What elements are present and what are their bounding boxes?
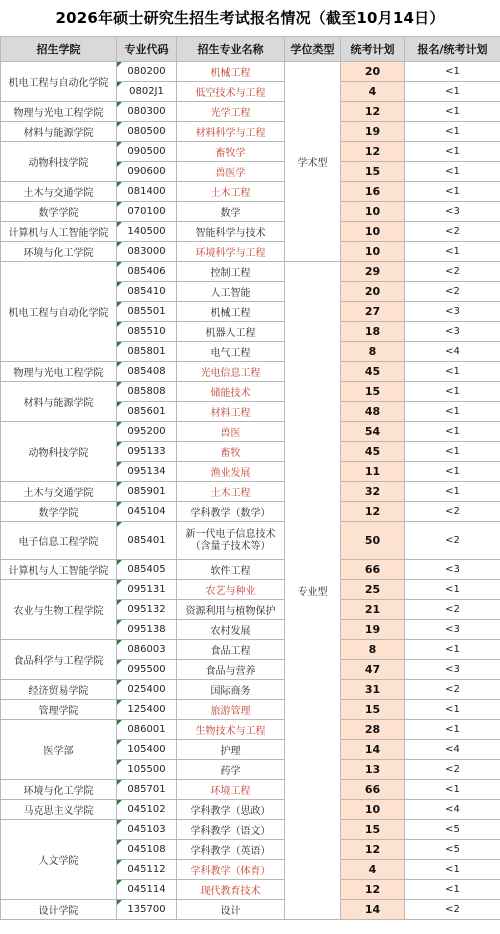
table-row — [1, 122, 500, 142]
college-cell: 物理与光电工程学院 — [1, 102, 117, 122]
ratio-cell: <1 — [405, 122, 500, 142]
plan-cell: 32 — [341, 482, 405, 502]
plan-cell: 20 — [341, 62, 405, 82]
code-cell: 090500 — [117, 142, 177, 162]
major-cell: 畜牧学 — [177, 142, 285, 162]
table-row — [1, 142, 500, 162]
major-cell: 生物技术与工程 — [177, 720, 285, 740]
table-row — [1, 522, 500, 560]
college-cell: 人文学院 — [1, 820, 117, 900]
ratio-cell: <1 — [405, 580, 500, 600]
table-row — [1, 780, 500, 800]
plan-cell: 12 — [341, 880, 405, 900]
code-cell: 085408 — [117, 362, 177, 382]
plan-cell: 10 — [341, 242, 405, 262]
ratio-cell: <1 — [405, 62, 500, 82]
ratio-cell: <4 — [405, 342, 500, 362]
table-row — [1, 362, 500, 382]
ratio-cell: <1 — [405, 720, 500, 740]
major-cell: 学科教学（英语） — [177, 840, 285, 860]
code-cell: 095500 — [117, 660, 177, 680]
code-cell: 140500 — [117, 222, 177, 242]
major-cell: 材料科学与工程 — [177, 122, 285, 142]
plan-cell: 47 — [341, 660, 405, 680]
college-cell: 食品科学与工程学院 — [1, 640, 117, 680]
college-cell: 机电工程与自动化学院 — [1, 62, 117, 102]
degree-type-academic: 学术型 — [285, 62, 341, 262]
plan-cell: 19 — [341, 620, 405, 640]
ratio-cell: <2 — [405, 680, 500, 700]
college-cell: 经济贸易学院 — [1, 680, 117, 700]
code-cell: 125400 — [117, 700, 177, 720]
plan-cell: 8 — [341, 342, 405, 362]
plan-cell: 27 — [341, 302, 405, 322]
major-cell: 学科教学（思政） — [177, 800, 285, 820]
plan-cell: 10 — [341, 222, 405, 242]
table-row — [1, 720, 500, 740]
ratio-cell: <1 — [405, 780, 500, 800]
ratio-cell: <2 — [405, 522, 500, 560]
plan-cell: 14 — [341, 740, 405, 760]
plan-cell: 45 — [341, 362, 405, 382]
ratio-cell: <2 — [405, 502, 500, 522]
college-cell: 土木与交通学院 — [1, 182, 117, 202]
table-row — [1, 700, 500, 720]
plan-cell: 25 — [341, 580, 405, 600]
ratio-cell: <2 — [405, 262, 500, 282]
ratio-cell: <1 — [405, 382, 500, 402]
plan-cell: 20 — [341, 282, 405, 302]
header-college: 招生学院 — [1, 37, 117, 62]
code-cell: 085406 — [117, 262, 177, 282]
table-row — [1, 382, 500, 402]
ratio-cell: <1 — [405, 860, 500, 880]
plan-cell: 16 — [341, 182, 405, 202]
table-body — [1, 62, 500, 920]
college-cell: 管理学院 — [1, 700, 117, 720]
major-cell: 畜牧 — [177, 442, 285, 462]
ratio-cell: <1 — [405, 402, 500, 422]
code-cell: 095138 — [117, 620, 177, 640]
table-row — [1, 202, 500, 222]
major-cell: 旅游管理 — [177, 700, 285, 720]
code-cell: 085510 — [117, 322, 177, 342]
table-row — [1, 680, 500, 700]
major-cell: 电气工程 — [177, 342, 285, 362]
plan-cell: 15 — [341, 162, 405, 182]
code-cell: 095132 — [117, 600, 177, 620]
college-cell: 材料与能源学院 — [1, 122, 117, 142]
plan-cell: 8 — [341, 640, 405, 660]
table-row — [1, 262, 500, 282]
table-row — [1, 422, 500, 442]
major-cell: 环境科学与工程 — [177, 242, 285, 262]
plan-cell: 15 — [341, 820, 405, 840]
code-cell: 085801 — [117, 342, 177, 362]
major-cell: 人工智能 — [177, 282, 285, 302]
ratio-cell: <1 — [405, 442, 500, 462]
code-cell: 095131 — [117, 580, 177, 600]
major-cell: 设计 — [177, 900, 285, 920]
ratio-cell: <1 — [405, 362, 500, 382]
plan-cell: 18 — [341, 322, 405, 342]
code-cell: 045104 — [117, 502, 177, 522]
code-cell: 135700 — [117, 900, 177, 920]
plan-cell: 12 — [341, 840, 405, 860]
table-row — [1, 62, 500, 82]
major-cell: 控制工程 — [177, 262, 285, 282]
table-row — [1, 102, 500, 122]
major-cell: 药学 — [177, 760, 285, 780]
plan-cell: 12 — [341, 102, 405, 122]
college-cell: 土木与交通学院 — [1, 482, 117, 502]
major-cell: 学科教学（语文） — [177, 820, 285, 840]
code-cell: 045112 — [117, 860, 177, 880]
plan-cell: 50 — [341, 522, 405, 560]
code-cell: 086001 — [117, 720, 177, 740]
ratio-cell: <1 — [405, 482, 500, 502]
major-cell: 农艺与种业 — [177, 580, 285, 600]
code-cell: 025400 — [117, 680, 177, 700]
college-cell: 机电工程与自动化学院 — [1, 262, 117, 362]
college-cell: 医学部 — [1, 720, 117, 780]
major-cell: 农村发展 — [177, 620, 285, 640]
code-cell: 085601 — [117, 402, 177, 422]
plan-cell: 29 — [341, 262, 405, 282]
major-cell: 护理 — [177, 740, 285, 760]
table-row — [1, 502, 500, 522]
ratio-cell: <1 — [405, 422, 500, 442]
major-cell: 资源利用与植物保护 — [177, 600, 285, 620]
ratio-cell: <1 — [405, 142, 500, 162]
ratio-cell: <1 — [405, 640, 500, 660]
code-cell: 086003 — [117, 640, 177, 660]
major-cell: 数学 — [177, 202, 285, 222]
major-cell: 机械工程 — [177, 62, 285, 82]
code-cell: 085410 — [117, 282, 177, 302]
college-cell: 环境与化工学院 — [1, 242, 117, 262]
ratio-cell: <1 — [405, 462, 500, 482]
ratio-cell: <2 — [405, 900, 500, 920]
ratio-cell: <5 — [405, 820, 500, 840]
table-row — [1, 580, 500, 600]
major-cell: 食品与营养 — [177, 660, 285, 680]
header-major: 招生专业名称 — [177, 37, 285, 62]
plan-cell: 10 — [341, 800, 405, 820]
code-cell: 045102 — [117, 800, 177, 820]
college-cell: 材料与能源学院 — [1, 382, 117, 422]
college-cell: 计算机与人工智能学院 — [1, 560, 117, 580]
ratio-cell: <1 — [405, 162, 500, 182]
code-cell: 085405 — [117, 560, 177, 580]
plan-cell: 45 — [341, 442, 405, 462]
code-cell: 080200 — [117, 62, 177, 82]
table-row — [1, 640, 500, 660]
major-cell: 机器人工程 — [177, 322, 285, 342]
major-cell: 新一代电子信息技术（含量子技术等） — [177, 522, 285, 560]
ratio-cell: <1 — [405, 182, 500, 202]
code-cell: 085701 — [117, 780, 177, 800]
college-cell: 农业与生物工程学院 — [1, 580, 117, 640]
plan-cell: 4 — [341, 82, 405, 102]
ratio-cell: <1 — [405, 700, 500, 720]
plan-cell: 21 — [341, 600, 405, 620]
plan-cell: 28 — [341, 720, 405, 740]
ratio-cell: <1 — [405, 82, 500, 102]
major-cell: 学科教学（体育） — [177, 860, 285, 880]
college-cell: 数学学院 — [1, 202, 117, 222]
college-cell: 设计学院 — [1, 900, 117, 920]
plan-cell: 15 — [341, 700, 405, 720]
major-cell: 兽医 — [177, 422, 285, 442]
ratio-cell: <3 — [405, 202, 500, 222]
college-cell: 数学学院 — [1, 502, 117, 522]
ratio-cell: <2 — [405, 760, 500, 780]
major-cell: 学科教学（数学） — [177, 502, 285, 522]
major-cell: 软件工程 — [177, 560, 285, 580]
code-cell: 085401 — [117, 522, 177, 560]
code-cell: 0802J1 — [117, 82, 177, 102]
plan-cell: 11 — [341, 462, 405, 482]
major-cell: 兽医学 — [177, 162, 285, 182]
major-cell: 智能科学与技术 — [177, 222, 285, 242]
college-cell: 电子信息工程学院 — [1, 522, 117, 560]
table-row — [1, 900, 500, 920]
ratio-cell: <2 — [405, 222, 500, 242]
code-cell: 085901 — [117, 482, 177, 502]
ratio-cell: <1 — [405, 102, 500, 122]
plan-cell: 66 — [341, 560, 405, 580]
college-cell: 动物科技学院 — [1, 422, 117, 482]
table-row — [1, 800, 500, 820]
table-header-row — [1, 37, 500, 62]
ratio-cell: <1 — [405, 880, 500, 900]
ratio-cell: <4 — [405, 740, 500, 760]
ratio-cell: <3 — [405, 302, 500, 322]
page-title: 2026年硕士研究生招生考试报名情况（截至10月14日） — [55, 9, 445, 27]
major-cell: 储能技术 — [177, 382, 285, 402]
plan-cell: 31 — [341, 680, 405, 700]
ratio-cell: <3 — [405, 560, 500, 580]
major-cell: 光学工程 — [177, 102, 285, 122]
ratio-cell: <3 — [405, 620, 500, 640]
enrollment-table — [0, 36, 500, 920]
college-cell: 计算机与人工智能学院 — [1, 222, 117, 242]
plan-cell: 12 — [341, 502, 405, 522]
ratio-cell: <2 — [405, 282, 500, 302]
code-cell: 045103 — [117, 820, 177, 840]
plan-cell: 4 — [341, 860, 405, 880]
college-cell: 物理与光电工程学院 — [1, 362, 117, 382]
ratio-cell: <3 — [405, 322, 500, 342]
header-code: 专业代码 — [117, 37, 177, 62]
table-row — [1, 222, 500, 242]
code-cell: 081400 — [117, 182, 177, 202]
code-cell: 080300 — [117, 102, 177, 122]
major-cell: 土木工程 — [177, 182, 285, 202]
college-cell: 马克思主义学院 — [1, 800, 117, 820]
ratio-cell: <2 — [405, 600, 500, 620]
college-cell: 动物科技学院 — [1, 142, 117, 182]
college-cell: 环境与化工学院 — [1, 780, 117, 800]
major-cell: 国际商务 — [177, 680, 285, 700]
ratio-cell: <4 — [405, 800, 500, 820]
code-cell: 045108 — [117, 840, 177, 860]
major-cell: 渔业发展 — [177, 462, 285, 482]
code-cell: 083000 — [117, 242, 177, 262]
ratio-cell: <3 — [405, 660, 500, 680]
plan-cell: 12 — [341, 142, 405, 162]
code-cell: 070100 — [117, 202, 177, 222]
table-row — [1, 182, 500, 202]
plan-cell: 13 — [341, 760, 405, 780]
plan-cell: 15 — [341, 382, 405, 402]
major-cell: 光电信息工程 — [177, 362, 285, 382]
plan-cell: 66 — [341, 780, 405, 800]
degree-type-professional: 专业型 — [285, 262, 341, 920]
ratio-cell: <1 — [405, 242, 500, 262]
table-row — [1, 242, 500, 262]
code-cell: 105500 — [117, 760, 177, 780]
major-cell: 现代教育技术 — [177, 880, 285, 900]
major-cell: 机械工程 — [177, 302, 285, 322]
header-plan: 统考计划 — [341, 37, 405, 62]
code-cell: 085501 — [117, 302, 177, 322]
code-cell: 090600 — [117, 162, 177, 182]
plan-cell: 19 — [341, 122, 405, 142]
plan-cell: 48 — [341, 402, 405, 422]
code-cell: 095200 — [117, 422, 177, 442]
major-cell: 环境工程 — [177, 780, 285, 800]
major-cell: 低空技术与工程 — [177, 82, 285, 102]
code-cell: 045114 — [117, 880, 177, 900]
code-cell: 105400 — [117, 740, 177, 760]
major-cell: 土木工程 — [177, 482, 285, 502]
code-cell: 095134 — [117, 462, 177, 482]
code-cell: 085808 — [117, 382, 177, 402]
table-row — [1, 482, 500, 502]
plan-cell: 54 — [341, 422, 405, 442]
plan-cell: 10 — [341, 202, 405, 222]
code-cell: 095133 — [117, 442, 177, 462]
table-row — [1, 820, 500, 840]
header-degree-type: 学位类型 — [285, 37, 341, 62]
major-cell: 材料工程 — [177, 402, 285, 422]
plan-cell: 14 — [341, 900, 405, 920]
code-cell: 080500 — [117, 122, 177, 142]
ratio-cell: <5 — [405, 840, 500, 860]
table-row — [1, 560, 500, 580]
major-cell: 食品工程 — [177, 640, 285, 660]
header-ratio: 报名/统考计划 — [405, 37, 500, 62]
